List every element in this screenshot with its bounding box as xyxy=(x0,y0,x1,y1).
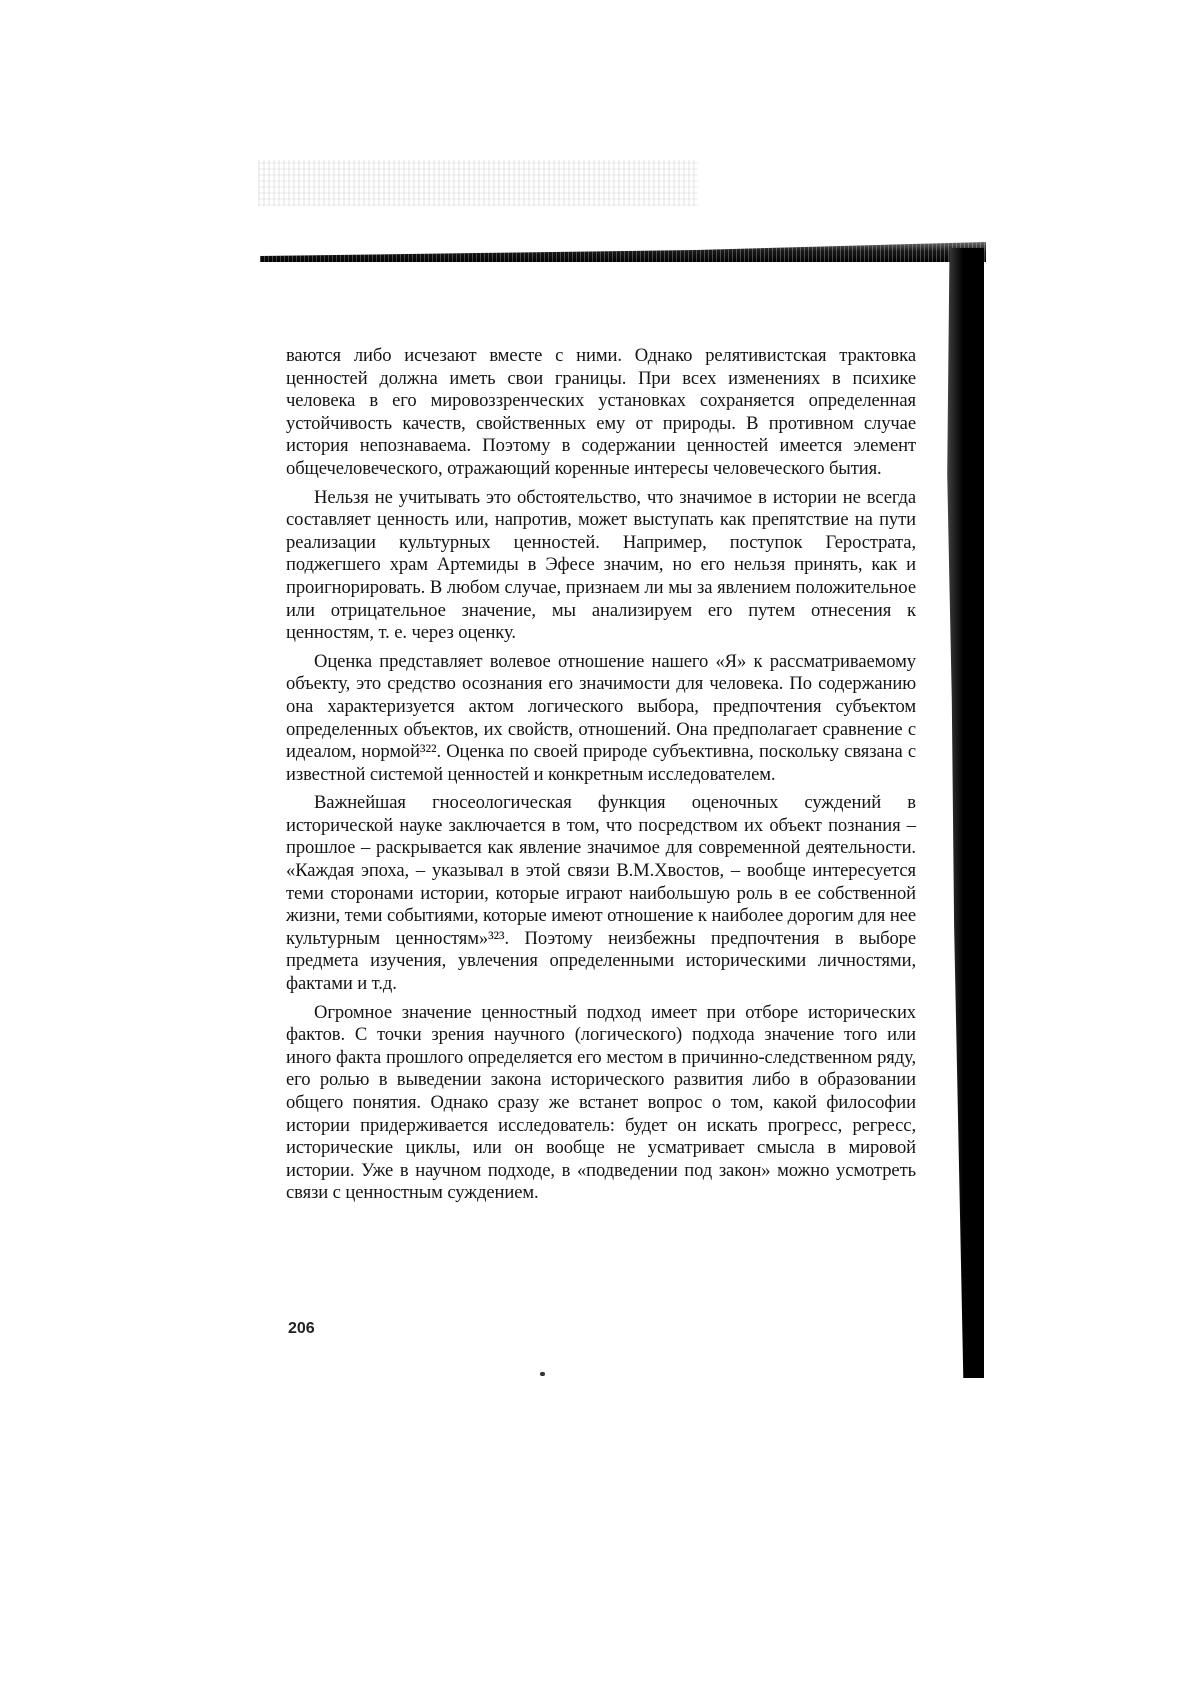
paragraph: Важнейшая гносеологическая функция оценочных суждений в исторической науке заключается в том, что посредством их объект познания – прошлое – раскрывается как явление значимое для современной деятельности. «Каждая эпоха, – указывал в этой связи В.М.Хвостов, – вообще интересуется теми сторонами истории, которые играют наибольшую роль в ее собственной жизни, теми событиями, которые имеют отношение к наиболее дорогим для нее культурным ценностям»³²³. Поэтому неизбежны предпочтения в выборе предмета изучения, увлечения определенными историческими личностями, фактами и т.д. xyxy=(286,792,916,995)
paragraph: Оценка представляет волевое отношение нашего «Я» к рассматриваемому объекту, это средство осознания его значимости для человека. По содержанию она характеризуется актом логического выбора, предпочтения субъектом определенных объектов, их свойств, отношений. Она предполагает сравнение с идеалом, нормой³²². Оценка по своей природе субъективна, поскольку связана с известной системой ценностей и конкретным исследователем. xyxy=(286,650,916,785)
paragraph: ваются либо исчезают вместе с ними. Однако релятивистская трактовка ценностей должна иметь свои границы. При всех изменениях в психике человека в его мировоззренческих установках сохраняется определенная устойчивость качеств, свойственных ему от природы. В противном случае история непознаваема. Поэтому в содержании ценностей имеется элемент общечеловеческого, отражающий коренные интересы человеческого бытия. xyxy=(286,345,916,479)
scan-noise-header xyxy=(258,160,698,206)
paragraph: Нельзя не учитывать это обстоятельство, что значимое в истории не всегда составляет ценность или, напротив, может выступать как препятствие на пути реализации культурных ценностей. Например, поступок Герострата, поджегшего храм Артемиды в Эфесе значим, но его нельзя принять, как и проигнорировать. В любом случае, признаем ли мы за явлением положительное или отрицательное значение, мы анализируем его путем отнесения к ценностям, т. е. через оценку. xyxy=(286,486,916,644)
page-number: 206 xyxy=(288,1320,315,1337)
scan-top-edge-shadow xyxy=(260,242,986,262)
scan-speck xyxy=(540,1372,545,1376)
page-body-text xyxy=(286,345,916,1211)
scan-right-edge-shadow xyxy=(938,248,984,1378)
paragraph: Огромное значение ценностный подход имеет при отборе исторических фактов. С точки зрения научного (логического) подхода значение того или иного факта прошлого определяется его местом в причинно-следственном ряду, его ролью в выведении закона исторического развития либо в образовании общего понятия. Однако сразу же встанет вопрос о том, какой философии истории придерживается исследователь: будет он искать прогресс, регресс, исторические циклы, или он вообще не усматривает смысла в мировой истории. Уже в научном подходе, в «подведении под закон» можно усмотреть связи с ценностным суждением. xyxy=(286,1001,916,1204)
